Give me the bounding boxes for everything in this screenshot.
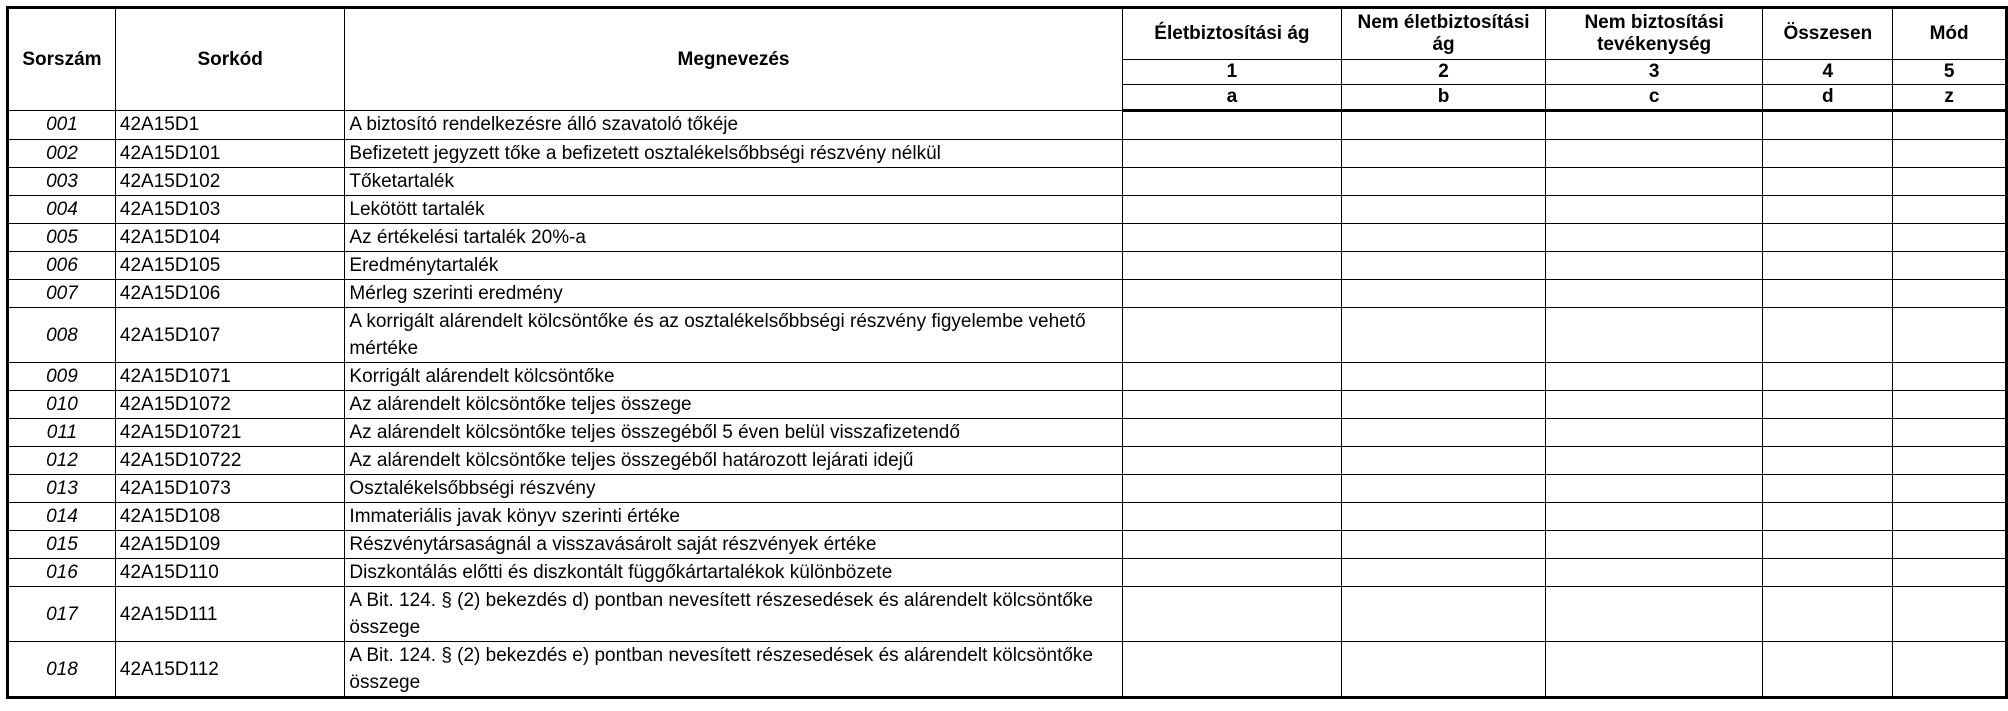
- value-cell-2[interactable]: [1342, 308, 1546, 363]
- header-sorszam: Sorszám: [8, 8, 116, 111]
- table-row: [8, 363, 2007, 391]
- value-cell-2[interactable]: [1342, 587, 1546, 642]
- row-megnevezes: A korrigált alárendelt kölcsöntőke és az osztalékelsőbbségi részvény figyelembe vehető mértéke: [345, 308, 1122, 363]
- value-cell-5[interactable]: [1893, 503, 2007, 531]
- value-cell-3[interactable]: [1545, 503, 1763, 531]
- value-cell-1[interactable]: [1122, 503, 1342, 531]
- value-cell-1[interactable]: [1122, 224, 1342, 252]
- row-megnevezes: A biztosító rendelkezésre álló szavatoló tőkéje: [345, 111, 1122, 140]
- col-letter-4: d: [1763, 85, 1893, 111]
- row-megnevezes: Lekötött tartalék: [345, 196, 1122, 224]
- row-sorkod: 42A15D108: [115, 503, 345, 531]
- table-row: [8, 280, 2007, 308]
- row-sorkod: 42A15D103: [115, 196, 345, 224]
- value-cell-4[interactable]: [1763, 475, 1893, 503]
- table-row: [8, 196, 2007, 224]
- row-megnevezes: Az alárendelt kölcsöntőke teljes összegéből határozott lejárati idejű: [345, 447, 1122, 475]
- table-row: [8, 447, 2007, 475]
- header-sorkod: Sorkód: [115, 8, 345, 111]
- table-row: [8, 140, 2007, 168]
- value-cell-1[interactable]: [1122, 391, 1342, 419]
- value-cell-4[interactable]: [1763, 531, 1893, 559]
- value-cell-5[interactable]: [1893, 280, 2007, 308]
- row-sorszam: 012: [8, 447, 116, 475]
- value-cell-4[interactable]: [1763, 140, 1893, 168]
- value-cell-1[interactable]: [1122, 559, 1342, 587]
- value-cell-1[interactable]: [1122, 447, 1342, 475]
- value-cell-2[interactable]: [1342, 642, 1546, 698]
- table-row: [8, 308, 2007, 363]
- value-cell-3[interactable]: [1545, 531, 1763, 559]
- row-megnevezes: Mérleg szerinti eredmény: [345, 280, 1122, 308]
- row-sorkod: 42A15D1: [115, 111, 345, 140]
- table-row: [8, 587, 2007, 642]
- value-cell-3[interactable]: [1545, 642, 1763, 698]
- table-header: [8, 8, 2007, 111]
- value-cell-5[interactable]: [1893, 308, 2007, 363]
- value-cell-3[interactable]: [1545, 111, 1763, 140]
- row-sorkod: 42A15D107: [115, 308, 345, 363]
- value-cell-3[interactable]: [1545, 363, 1763, 391]
- table-row: [8, 224, 2007, 252]
- table-row: [8, 559, 2007, 587]
- value-cell-2[interactable]: [1342, 111, 1546, 140]
- row-megnevezes: Részvénytársaságnál a visszavásárolt saját részvények értéke: [345, 531, 1122, 559]
- row-sorszam: 004: [8, 196, 116, 224]
- row-sorszam: 008: [8, 308, 116, 363]
- value-cell-1[interactable]: [1122, 168, 1342, 196]
- value-cell-1[interactable]: [1122, 252, 1342, 280]
- table-row: [8, 252, 2007, 280]
- row-sorszam: 010: [8, 391, 116, 419]
- value-cell-2[interactable]: [1342, 196, 1546, 224]
- value-cell-5[interactable]: [1893, 559, 2007, 587]
- value-cell-3[interactable]: [1545, 308, 1763, 363]
- table-row: [8, 642, 2007, 698]
- value-cell-1[interactable]: [1122, 587, 1342, 642]
- row-sorkod: 42A15D105: [115, 252, 345, 280]
- row-sorszam: 011: [8, 419, 116, 447]
- row-sorszam: 009: [8, 363, 116, 391]
- value-cell-2[interactable]: [1342, 224, 1546, 252]
- value-cell-4[interactable]: [1763, 503, 1893, 531]
- value-cell-3[interactable]: [1545, 391, 1763, 419]
- value-cell-3[interactable]: [1545, 252, 1763, 280]
- value-cell-3[interactable]: [1545, 447, 1763, 475]
- row-sorkod: 42A15D10721: [115, 419, 345, 447]
- col-letter-5: z: [1893, 85, 2007, 111]
- row-sorkod: 42A15D104: [115, 224, 345, 252]
- row-megnevezes: Tőketartalék: [345, 168, 1122, 196]
- value-cell-2[interactable]: [1342, 531, 1546, 559]
- value-cell-3[interactable]: [1545, 224, 1763, 252]
- header-col-5: Mód: [1893, 8, 2007, 60]
- row-sorszam: 002: [8, 140, 116, 168]
- value-cell-4[interactable]: [1763, 224, 1893, 252]
- value-cell-4[interactable]: [1763, 196, 1893, 224]
- value-cell-5[interactable]: [1893, 196, 2007, 224]
- value-cell-5[interactable]: [1893, 419, 2007, 447]
- value-cell-1[interactable]: [1122, 642, 1342, 698]
- header-megnevezes: Megnevezés: [345, 8, 1122, 111]
- table-row: [8, 475, 2007, 503]
- value-cell-4[interactable]: [1763, 280, 1893, 308]
- value-cell-5[interactable]: [1893, 168, 2007, 196]
- value-cell-1[interactable]: [1122, 140, 1342, 168]
- row-sorszam: 016: [8, 559, 116, 587]
- row-sorkod: 42A15D101: [115, 140, 345, 168]
- row-sorszam: 015: [8, 531, 116, 559]
- table-row: [8, 391, 2007, 419]
- value-cell-2[interactable]: [1342, 419, 1546, 447]
- value-cell-1[interactable]: [1122, 308, 1342, 363]
- value-cell-4[interactable]: [1763, 447, 1893, 475]
- value-cell-4[interactable]: [1763, 559, 1893, 587]
- row-sorkod: 42A15D1071: [115, 363, 345, 391]
- value-cell-2[interactable]: [1342, 559, 1546, 587]
- table-row: [8, 419, 2007, 447]
- table-row: [8, 503, 2007, 531]
- value-cell-5[interactable]: [1893, 252, 2007, 280]
- row-sorkod: 42A15D1073: [115, 475, 345, 503]
- value-cell-3[interactable]: [1545, 475, 1763, 503]
- value-cell-1[interactable]: [1122, 111, 1342, 140]
- row-sorszam: 013: [8, 475, 116, 503]
- row-megnevezes: Az alárendelt kölcsöntőke teljes összege: [345, 391, 1122, 419]
- value-cell-4[interactable]: [1763, 587, 1893, 642]
- row-sorkod: 42A15D106: [115, 280, 345, 308]
- value-cell-2[interactable]: [1342, 475, 1546, 503]
- value-cell-1[interactable]: [1122, 363, 1342, 391]
- row-megnevezes: Osztalékelsőbbségi részvény: [345, 475, 1122, 503]
- row-sorszam: 014: [8, 503, 116, 531]
- row-sorkod: 42A15D10722: [115, 447, 345, 475]
- value-cell-5[interactable]: [1893, 475, 2007, 503]
- value-cell-5[interactable]: [1893, 111, 2007, 140]
- header-col-2: Nem életbiztosítási ág: [1342, 8, 1546, 60]
- row-sorszam: 007: [8, 280, 116, 308]
- row-megnevezes: Befizetett jegyzett tőke a befizetett osztalékelsőbbségi részvény nélkül: [345, 140, 1122, 168]
- value-cell-5[interactable]: [1893, 642, 2007, 698]
- value-cell-4[interactable]: [1763, 308, 1893, 363]
- value-cell-1[interactable]: [1122, 531, 1342, 559]
- value-cell-2[interactable]: [1342, 447, 1546, 475]
- value-cell-2[interactable]: [1342, 252, 1546, 280]
- value-cell-2[interactable]: [1342, 503, 1546, 531]
- report-sheet: [6, 6, 2008, 699]
- row-sorkod: 42A15D102: [115, 168, 345, 196]
- header-col-1: Életbiztosítási ág: [1122, 8, 1342, 60]
- row-megnevezes: Immateriális javak könyv szerinti értéke: [345, 503, 1122, 531]
- col-letter-1: a: [1122, 85, 1342, 111]
- value-cell-2[interactable]: [1342, 168, 1546, 196]
- value-cell-3[interactable]: [1545, 587, 1763, 642]
- header-col-3: Nem biztosítási tevékenység: [1545, 8, 1763, 60]
- value-cell-4[interactable]: [1763, 391, 1893, 419]
- row-megnevezes: A Bit. 124. § (2) bekezdés e) pontban nevesített részesedések és alárendelt kölcsöntőke összege: [345, 642, 1122, 698]
- value-cell-1[interactable]: [1122, 419, 1342, 447]
- header-col-4: Összesen: [1763, 8, 1893, 60]
- value-cell-5[interactable]: [1893, 140, 2007, 168]
- row-sorkod: 42A15D1072: [115, 391, 345, 419]
- value-cell-4[interactable]: [1763, 111, 1893, 140]
- value-cell-3[interactable]: [1545, 419, 1763, 447]
- row-sorszam: 005: [8, 224, 116, 252]
- row-sorkod: 42A15D112: [115, 642, 345, 698]
- value-cell-5[interactable]: [1893, 447, 2007, 475]
- table-row: [8, 168, 2007, 196]
- value-cell-2[interactable]: [1342, 140, 1546, 168]
- col-number-5: 5: [1893, 60, 2007, 85]
- row-sorkod: 42A15D110: [115, 559, 345, 587]
- value-cell-2[interactable]: [1342, 391, 1546, 419]
- row-sorszam: 006: [8, 252, 116, 280]
- col-number-4: 4: [1763, 60, 1893, 85]
- value-cell-3[interactable]: [1545, 168, 1763, 196]
- value-cell-2[interactable]: [1342, 363, 1546, 391]
- value-cell-4[interactable]: [1763, 419, 1893, 447]
- row-sorkod: 42A15D111: [115, 587, 345, 642]
- col-number-2: 2: [1342, 60, 1546, 85]
- row-megnevezes: Eredménytartalék: [345, 252, 1122, 280]
- col-number-1: 1: [1122, 60, 1342, 85]
- value-cell-5[interactable]: [1893, 224, 2007, 252]
- col-letter-2: b: [1342, 85, 1546, 111]
- value-cell-3[interactable]: [1545, 196, 1763, 224]
- row-sorszam: 001: [8, 111, 116, 140]
- row-megnevezes: Az alárendelt kölcsöntőke teljes összegéből 5 éven belül visszafizetendő: [345, 419, 1122, 447]
- value-cell-1[interactable]: [1122, 475, 1342, 503]
- value-cell-4[interactable]: [1763, 252, 1893, 280]
- col-number-3: 3: [1545, 60, 1763, 85]
- row-sorszam: 018: [8, 642, 116, 698]
- value-cell-3[interactable]: [1545, 559, 1763, 587]
- value-cell-3[interactable]: [1545, 140, 1763, 168]
- value-cell-4[interactable]: [1763, 363, 1893, 391]
- value-cell-5[interactable]: [1893, 391, 2007, 419]
- value-cell-2[interactable]: [1342, 280, 1546, 308]
- table-row: [8, 531, 2007, 559]
- value-cell-5[interactable]: [1893, 587, 2007, 642]
- value-cell-4[interactable]: [1763, 642, 1893, 698]
- row-megnevezes: A Bit. 124. § (2) bekezdés d) pontban nevesített részesedések és alárendelt kölcsöntőke összege: [345, 587, 1122, 642]
- row-megnevezes: Az értékelési tartalék 20%-a: [345, 224, 1122, 252]
- value-cell-1[interactable]: [1122, 196, 1342, 224]
- row-sorszam: 017: [8, 587, 116, 642]
- row-megnevezes: Diszkontálás előtti és diszkontált függőkártartalékok különbözete: [345, 559, 1122, 587]
- report-table: [6, 6, 2008, 699]
- row-sorkod: 42A15D109: [115, 531, 345, 559]
- value-cell-1[interactable]: [1122, 280, 1342, 308]
- value-cell-4[interactable]: [1763, 168, 1893, 196]
- value-cell-5[interactable]: [1893, 531, 2007, 559]
- row-megnevezes: Korrigált alárendelt kölcsöntőke: [345, 363, 1122, 391]
- value-cell-5[interactable]: [1893, 363, 2007, 391]
- table-body: [8, 111, 2007, 698]
- table-row: [8, 111, 2007, 140]
- col-letter-3: c: [1545, 85, 1763, 111]
- row-sorszam: 003: [8, 168, 116, 196]
- value-cell-3[interactable]: [1545, 280, 1763, 308]
